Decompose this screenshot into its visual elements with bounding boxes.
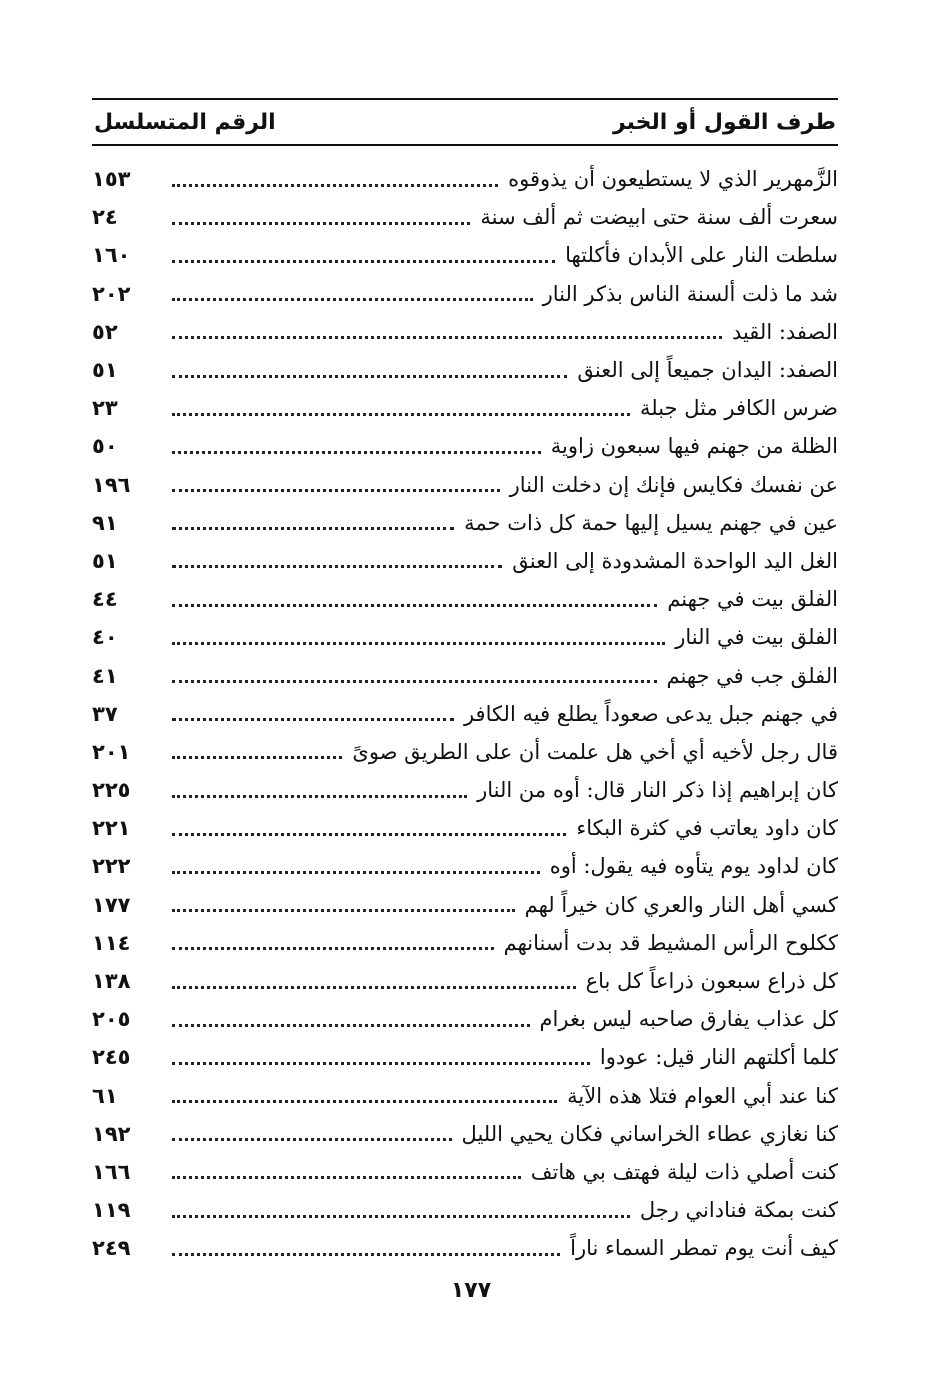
entry-number: ٢٣ xyxy=(92,396,118,421)
entry-phrase: كنا نغازي عطاء الخراساني فكان يحيي الليل xyxy=(461,1121,838,1146)
dot-leader xyxy=(172,1100,557,1103)
index-list xyxy=(92,160,838,1267)
entry-phrase: الزَّمهرير الذي لا يستطيعون أن يذوقوه xyxy=(508,167,838,192)
entry-number: ١٦٠ xyxy=(92,243,131,268)
entry-number: ٢٠١ xyxy=(92,739,131,764)
entry-number: ١٦٦ xyxy=(92,1159,131,1184)
list-item xyxy=(92,351,838,389)
list-item xyxy=(92,466,838,504)
dot-leader xyxy=(172,1253,560,1256)
entry-phrase: شد ما ذلت ألسنة الناس بذكر النار xyxy=(542,281,838,306)
dot-leader xyxy=(172,1062,590,1065)
list-item xyxy=(92,1038,838,1076)
entry-phrase: كل ذراع سبعون ذراعاً كل باع xyxy=(585,969,838,994)
dot-leader xyxy=(172,1176,521,1179)
entry-number: ٤٠ xyxy=(92,625,118,650)
dot-leader xyxy=(172,184,498,187)
entry-phrase: كنت أصلي ذات ليلة فهتف بي هاتف xyxy=(530,1159,838,1184)
list-item xyxy=(92,886,838,924)
list-item xyxy=(92,1229,838,1267)
entry-phrase: الفلق بيت في النار xyxy=(675,625,838,650)
entry-phrase: ضرس الكافر مثل جبلة xyxy=(640,396,838,421)
dot-leader xyxy=(172,680,657,683)
entry-number: ٣٧ xyxy=(92,701,118,726)
entry-number: ٢٢٥ xyxy=(92,778,131,803)
entry-number: ٩١ xyxy=(92,510,118,535)
dot-leader xyxy=(172,947,494,950)
list-item xyxy=(92,389,838,427)
list-item xyxy=(92,198,838,236)
entry-phrase: كان لداود يوم يتأوه فيه يقول: أوه xyxy=(549,854,838,879)
dot-leader xyxy=(172,756,342,759)
entry-number: ٥٠ xyxy=(92,434,118,459)
dot-leader xyxy=(172,565,502,568)
entry-number: ٢٠٢ xyxy=(92,281,131,306)
page-number: ١٧٧ xyxy=(450,1278,492,1303)
entry-number: ٢٤٩ xyxy=(92,1236,131,1261)
entry-number: ٤٤ xyxy=(92,587,118,612)
dot-leader xyxy=(172,260,555,263)
dot-leader xyxy=(172,222,470,225)
dot-leader xyxy=(172,1138,452,1141)
list-item xyxy=(92,427,838,465)
table-header xyxy=(92,98,838,146)
entry-number: ٢٤ xyxy=(92,205,118,230)
list-item xyxy=(92,504,838,542)
entry-number: ٥٢ xyxy=(92,319,118,344)
list-item xyxy=(92,1153,838,1191)
list-item xyxy=(92,236,838,274)
entry-phrase: كان إبراهيم إذا ذكر النار قال: أوه من النار xyxy=(477,778,838,803)
entry-phrase: عين في جهنم يسيل إليها حمة كل ذات حمة xyxy=(464,510,838,535)
list-item xyxy=(92,695,838,733)
dot-leader xyxy=(172,833,566,836)
header-number-column: الرقم المتسلسل xyxy=(94,109,276,135)
dot-leader xyxy=(172,451,541,454)
entry-phrase: عن نفسك فكايس فإنك إن دخلت النار xyxy=(509,472,838,497)
dot-leader xyxy=(172,909,515,912)
dot-leader xyxy=(172,604,657,607)
entry-phrase: كلما أكلتهم النار قيل: عودوا xyxy=(599,1045,838,1070)
entry-phrase: سعرت ألف سنة حتى ابيضت ثم ألف سنة xyxy=(480,205,838,230)
entry-phrase: كنت بمكة فناداني رجل xyxy=(639,1198,838,1223)
dot-leader xyxy=(172,336,722,339)
entry-number: ١٧٧ xyxy=(92,892,131,917)
entry-phrase: كيف أنت يوم تمطر السماء ناراً xyxy=(570,1236,838,1261)
dot-leader xyxy=(172,986,576,989)
list-item xyxy=(92,313,838,351)
entry-phrase: الصفد: القيد xyxy=(731,319,838,344)
dot-leader xyxy=(172,489,500,492)
entry-phrase: كان داود يعاتب في كثرة البكاء xyxy=(576,816,838,841)
header-phrase-column: طرف القول أو الخبر xyxy=(613,109,836,135)
entry-number: ١٩٢ xyxy=(92,1121,131,1146)
entry-phrase: كل عذاب يفارق صاحبه ليس بغرام xyxy=(539,1007,838,1032)
entry-number: ٢٤٥ xyxy=(92,1045,131,1070)
entry-phrase: في جهنم جبل يدعى صعوداً يطلع فيه الكافر xyxy=(463,701,838,726)
dot-leader xyxy=(172,527,454,530)
entry-phrase: كنا عند أبي العوام فتلا هذه الآية xyxy=(567,1083,838,1108)
list-item xyxy=(92,1077,838,1115)
dot-leader xyxy=(172,871,540,874)
entry-number: ٢٢٢ xyxy=(92,854,131,879)
list-item xyxy=(92,924,838,962)
list-item xyxy=(92,809,838,847)
entry-phrase: الفلق جب في جهنم xyxy=(666,663,838,688)
list-item xyxy=(92,160,838,198)
entry-phrase: الظلة من جهنم فيها سبعون زاوية xyxy=(550,434,838,459)
entry-number: ١١٤ xyxy=(92,930,131,955)
entry-number: ١٥٣ xyxy=(92,167,131,192)
entry-number: ٦١ xyxy=(92,1083,118,1108)
entry-number: ٥١ xyxy=(92,548,118,573)
entry-number: ١٩٦ xyxy=(92,472,131,497)
entry-phrase: قال رجل لأخيه أي أخي هل علمت أن على الطريق صوىً xyxy=(352,739,838,764)
list-item xyxy=(92,1000,838,1038)
entry-number: ١٣٨ xyxy=(92,969,131,994)
dot-leader xyxy=(172,642,665,645)
entry-number: ٤١ xyxy=(92,663,118,688)
list-item xyxy=(92,1115,838,1153)
dot-leader xyxy=(172,413,630,416)
list-item xyxy=(92,733,838,771)
entry-number: ٢٠٥ xyxy=(92,1007,131,1032)
entry-phrase: سلطت النار على الأبدان فأكلتها xyxy=(565,243,838,268)
entry-phrase: الصفد: اليدان جميعاً إلى العنق xyxy=(577,358,838,383)
list-item xyxy=(92,771,838,809)
entry-number: ٢٢١ xyxy=(92,816,131,841)
list-item xyxy=(92,847,838,885)
entry-phrase: كسي أهل النار والعري كان خيراً لهم xyxy=(524,892,838,917)
dot-leader xyxy=(172,298,533,301)
entry-phrase: الفلق بيت في جهنم xyxy=(667,587,838,612)
entry-number: ٥١ xyxy=(92,358,118,383)
dot-leader xyxy=(172,1215,630,1218)
dot-leader xyxy=(172,1024,530,1027)
list-item xyxy=(92,542,838,580)
entry-number: ١١٩ xyxy=(92,1198,131,1223)
list-item xyxy=(92,618,838,656)
dot-leader xyxy=(172,718,454,721)
dot-leader xyxy=(172,375,567,378)
entry-phrase: الغل اليد الواحدة المشدودة إلى العنق xyxy=(512,548,838,573)
list-item xyxy=(92,580,838,618)
list-item xyxy=(92,962,838,1000)
list-item xyxy=(92,275,838,313)
list-item xyxy=(92,1191,838,1229)
dot-leader xyxy=(172,795,467,798)
entry-phrase: ككلوح الرأس المشيط قد بدت أسنانهم xyxy=(503,930,838,955)
list-item xyxy=(92,656,838,694)
